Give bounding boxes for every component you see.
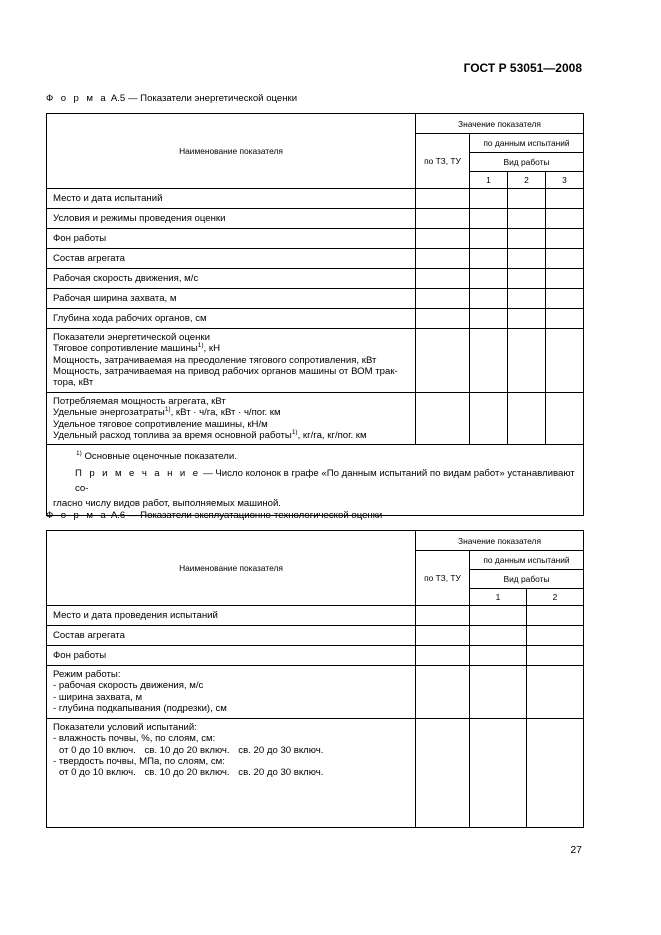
header-col-1: 1 <box>470 589 527 606</box>
row-label: Состав агрегата <box>47 626 416 646</box>
page-number: 27 <box>570 844 582 856</box>
table-row <box>47 393 584 445</box>
block-line: - глубина подкапывания (подрезки), см <box>53 702 227 714</box>
row-label: Фон работы <box>47 646 416 666</box>
header-col-2: 2 <box>508 172 546 189</box>
block-line: - влажность почвы, %, по слоям, см: <box>53 733 216 745</box>
form-title: А.6 — Показатели эксплуатационно-технологической оценки <box>110 510 383 521</box>
block-line: св. 10 до 20 включ. <box>144 767 230 779</box>
table-row <box>47 646 584 666</box>
block-line: - ширина захвата, м <box>53 691 143 703</box>
header-work-type: Вид работы <box>470 153 584 172</box>
energy-indicators-block <box>47 329 416 393</box>
form-a5-table <box>46 113 584 516</box>
row-label: Место и дата проведения испытаний <box>47 606 416 626</box>
block-line: Показатели условий испытаний: <box>53 722 197 733</box>
table-row <box>47 209 584 229</box>
block-line: Режим работы: <box>53 669 121 680</box>
header-col-1: 1 <box>470 172 508 189</box>
table-row <box>47 719 584 828</box>
table-row <box>47 666 584 719</box>
table-row <box>47 229 584 249</box>
header-value: Значение показателя <box>416 531 584 551</box>
row-label: Условия и режимы проведения оценки <box>47 209 416 229</box>
block-line: от 0 до 10 включ. <box>59 767 136 779</box>
form-a6-caption <box>46 510 382 521</box>
table-footnote-row <box>47 445 584 516</box>
block-line: - твердость почвы, МПа, по слоям, см: <box>53 755 225 767</box>
table-row <box>47 189 584 209</box>
header-col-2: 2 <box>527 589 584 606</box>
block-line: Потребляемая мощность агрегата, кВт <box>53 396 226 407</box>
block-line: Мощность, затрачиваемая на привод рабочих органов машины от ВОМ трак- <box>53 365 398 377</box>
table-row <box>47 249 584 269</box>
block-line: Удельный расход топлива за время основной работы$^{1)}$, кг/га, кг/пог. км <box>53 428 367 441</box>
row-label: Состав агрегата <box>47 249 416 269</box>
block-line: Показатели энергетической оценки <box>53 332 210 343</box>
header-by-tests: по данным испытаний <box>470 134 584 153</box>
header-work-type: Вид работы <box>470 570 584 589</box>
form-label: Ф о р м а <box>46 93 109 104</box>
table-row <box>47 309 584 329</box>
block-line: от 0 до 10 включ. <box>59 744 136 756</box>
table-row <box>47 606 584 626</box>
header-by-tests: по данным испытаний <box>470 551 584 570</box>
row-label: Глубина хода рабочих органов, см <box>47 309 416 329</box>
block-line: Удельное тяговое сопротивление машины, кН/м <box>53 418 268 430</box>
block-line: Мощность, затрачиваемая на преодоление тягового сопротивления, кВт <box>53 354 377 366</box>
form-title: А.5 — Показатели энергетической оценки <box>110 93 298 104</box>
form-a6-table <box>46 530 584 828</box>
power-indicators-block <box>47 393 416 445</box>
block-line: - рабочая скорость движения, м/с <box>53 680 204 692</box>
header-name: Наименование показателя <box>47 114 416 189</box>
standard-number: ГОСТ Р 53051—2008 <box>463 61 582 75</box>
row-label: Фон работы <box>47 229 416 249</box>
test-conditions-block <box>47 719 416 828</box>
block-line: св. 20 до 30 включ. <box>238 744 324 756</box>
note: П р и м е ч а н и е — Число колонок в графе «По данным испытаний по видам работ» устанавливают со- <box>75 468 575 495</box>
row-label: Место и дата испытаний <box>47 189 416 209</box>
row-label: Рабочая ширина захвата, м <box>47 289 416 309</box>
header-value: Значение показателя <box>416 114 584 134</box>
row-label: Рабочая скорость движения, м/с <box>47 269 416 289</box>
header-tz: по ТЗ, ТУ <box>416 551 470 606</box>
table-row <box>47 269 584 289</box>
work-mode-block <box>47 666 416 719</box>
table-row <box>47 626 584 646</box>
block-line: св. 20 до 30 включ. <box>238 767 324 779</box>
block-line: Удельные энергозатраты$^{1)}$, кВт · ч/га, кВт · ч/пог. км <box>53 406 281 419</box>
block-line: тора, кВт <box>53 377 94 389</box>
form-a5-caption <box>46 93 297 104</box>
table-row <box>47 329 584 393</box>
note-continuation: гласно числу видов работ, выполняемых машиной. <box>53 498 281 510</box>
header-name: Наименование показателя <box>47 531 416 606</box>
block-line: Тяговое сопротивление машины$^{1)}$, кН <box>53 342 221 355</box>
header-col-3: 3 <box>546 172 584 189</box>
block-line: св. 10 до 20 включ. <box>144 744 230 756</box>
footnote: $^{1)}$ Основные оценочные показатели. <box>76 450 237 463</box>
header-tz: по ТЗ, ТУ <box>416 134 470 189</box>
form-label: Ф о р м а <box>46 510 109 521</box>
table-row <box>47 289 584 309</box>
